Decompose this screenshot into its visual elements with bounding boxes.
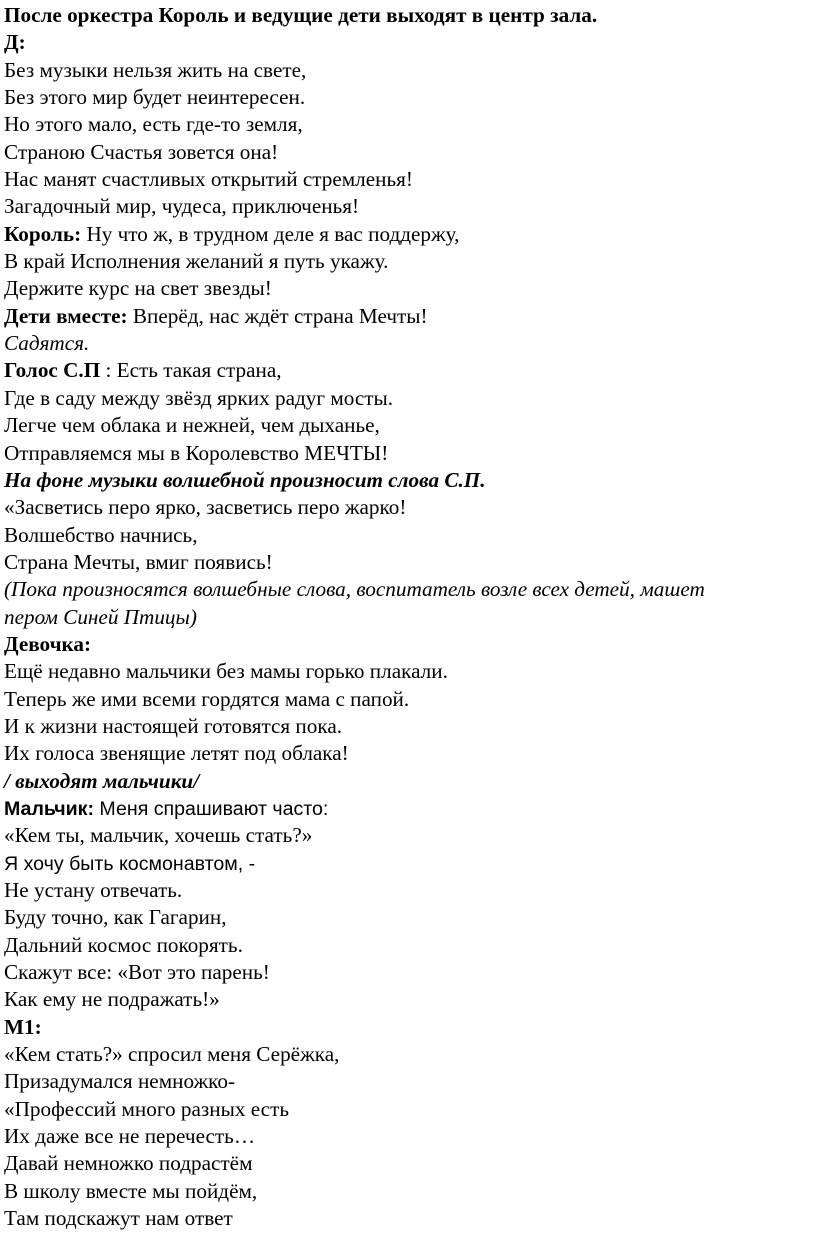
text-run: М1: xyxy=(4,1014,42,1039)
text-line xyxy=(4,932,816,959)
text-line xyxy=(4,1068,816,1095)
text-run: Садятся. xyxy=(4,331,90,356)
text-run: Страною Счастья зовется она! xyxy=(4,139,279,164)
text-run: Я хочу быть космонавтом, - xyxy=(4,852,256,875)
text-line xyxy=(4,330,816,357)
text-run: Отправляемся мы в Королевство МЕЧТЫ! xyxy=(4,440,389,465)
text-line xyxy=(4,713,816,740)
text-line xyxy=(4,740,816,767)
text-run: Король: xyxy=(4,221,82,246)
text-run: Держите курс на свет звезды! xyxy=(4,276,272,301)
text-run: В школу вместе мы пойдём, xyxy=(4,1178,258,1203)
text-run: Там подскажут нам ответ xyxy=(4,1206,233,1231)
text-line xyxy=(4,111,816,138)
text-run: Меня спрашивают часто: xyxy=(93,797,329,820)
text-run: «Кем ты, мальчик, хочешь стать?» xyxy=(4,823,313,848)
text-line xyxy=(4,303,816,330)
text-line xyxy=(4,549,816,576)
text-line xyxy=(4,1205,816,1232)
text-line xyxy=(4,193,816,220)
text-run: Голос С.П xyxy=(4,358,101,383)
text-line xyxy=(4,1178,816,1205)
text-line xyxy=(4,357,816,384)
text-run: Ну что ж, в трудном деле я вас поддержу, xyxy=(81,221,460,246)
text-line xyxy=(4,1150,816,1177)
text-run: Теперь же ими всеми гордятся мама с папой. xyxy=(4,686,410,711)
text-line xyxy=(4,221,816,248)
text-run: Ещё недавно мальчики без мамы горько плакали. xyxy=(4,659,448,684)
text-run: Девочка: xyxy=(4,631,92,656)
text-run: Где в саду между звёзд ярких радуг мосты. xyxy=(4,385,394,410)
text-run: Без музыки нельзя жить на свете, xyxy=(4,57,307,82)
text-run: пером Синей Птицы) xyxy=(4,604,197,629)
text-line xyxy=(4,576,816,603)
text-line xyxy=(4,412,816,439)
text-run: «Засветись перо ярко, засветись перо жарко! xyxy=(4,495,407,520)
text-run: Загадочный мир, чудеса, приключенья! xyxy=(4,194,360,219)
text-line xyxy=(4,1096,816,1123)
text-run: В край Исполнения желаний я путь укажу. xyxy=(4,249,389,274)
text-run: Вперёд, нас ждёт страна Мечты! xyxy=(127,303,428,328)
text-line xyxy=(4,467,816,494)
text-line xyxy=(4,57,816,84)
text-line xyxy=(4,686,816,713)
text-run: Но этого мало, есть где-то земля, xyxy=(4,112,303,137)
text-run: Мальчик: xyxy=(4,797,94,820)
text-line xyxy=(4,822,816,849)
text-line xyxy=(4,522,816,549)
text-line xyxy=(4,604,816,631)
text-line xyxy=(4,631,816,658)
text-run: / выходят мальчики/ xyxy=(4,768,200,793)
text-line xyxy=(4,440,816,467)
text-run: Страна Мечты, вмиг появись! xyxy=(4,549,273,574)
text-line xyxy=(4,166,816,193)
text-line xyxy=(4,2,816,29)
text-run: Их голоса звенящие летят под облака! xyxy=(4,741,349,766)
text-run: (Пока произносятся волшебные слова, воспитатель возле всех детей, машет xyxy=(4,577,705,602)
text-run: Дети вместе: xyxy=(4,303,128,328)
text-run: Нас манят счастливых открытий стремленья! xyxy=(4,167,413,192)
text-run: Их даже все не перечесть… xyxy=(4,1124,256,1149)
text-line xyxy=(4,986,816,1013)
text-run: На фоне музыки волшебной произносит слова С.П. xyxy=(4,467,486,492)
text-run: Легче чем облака и нежней, чем дыханье, xyxy=(4,413,380,438)
text-run: «Профессий много разных есть xyxy=(4,1096,290,1121)
text-line xyxy=(4,795,816,822)
text-line xyxy=(4,139,816,166)
text-run: Скажут все: «Вот это парень! xyxy=(4,960,270,985)
text-run: Давай немножко подрастём xyxy=(4,1151,253,1176)
text-run: Волшебство начнись, xyxy=(4,522,198,547)
text-line xyxy=(4,84,816,111)
text-line xyxy=(4,658,816,685)
text-run: Не устану отвечать. xyxy=(4,878,183,902)
text-line xyxy=(4,248,816,275)
text-line xyxy=(4,385,816,412)
text-run: Как ему не подражать!» xyxy=(4,987,220,1012)
text-line xyxy=(4,1123,816,1150)
text-line xyxy=(4,29,816,56)
text-run: Дальний космос покорять. xyxy=(4,932,243,957)
text-line xyxy=(4,275,816,302)
text-line xyxy=(4,1041,816,1068)
text-line xyxy=(4,1014,816,1041)
text-line xyxy=(4,768,816,795)
text-run: Д: xyxy=(4,30,26,55)
text-run: После оркестра Король и ведущие дети выходят в центр зала. xyxy=(4,3,598,27)
text-line xyxy=(4,850,816,877)
text-run: Призадумался немножко- xyxy=(4,1069,236,1094)
text-run: Буду точно, как Гагарин, xyxy=(4,905,227,930)
text-run: И к жизни настоящей готовятся пока. xyxy=(4,713,343,738)
text-run: : Есть такая страна, xyxy=(100,358,282,383)
text-line xyxy=(4,959,816,986)
text-run: «Кем стать?» спросил меня Серёжка, xyxy=(4,1042,340,1067)
text-run: Без этого мир будет неинтересен. xyxy=(4,85,306,110)
text-line xyxy=(4,494,816,521)
text-line xyxy=(4,877,816,904)
text-line xyxy=(4,904,816,931)
